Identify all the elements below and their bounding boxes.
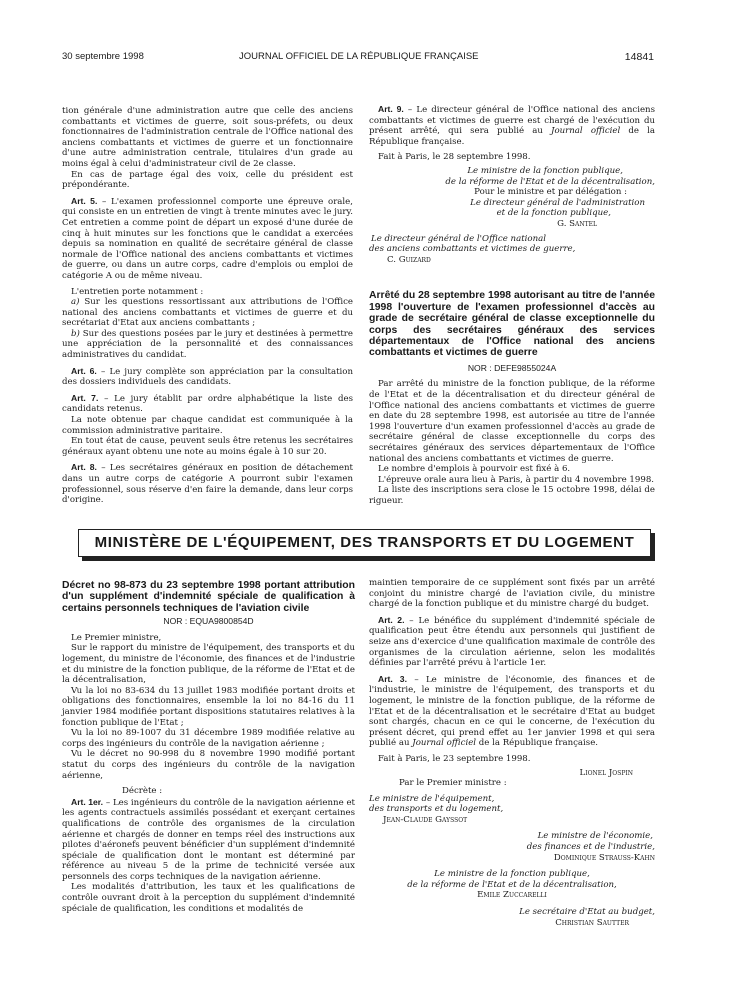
signatory-name: G. Santel <box>557 218 597 229</box>
arrete-title: Arrêté du 28 septembre 1998 autorisant au titre de l'année 1998 l'ouverture de l'examen professionnel d'accès au grade de secrétaire général de classe exceptionnelle du corps des secrétaires généraux des services départementaux de l'Office national des anciens combattants et victimes de guerre <box>369 290 656 359</box>
signatory-name: Emile Zuccarelli <box>477 890 547 901</box>
signature-line: Le ministre de l'équipement, <box>369 793 495 804</box>
article-8 <box>62 462 353 505</box>
signature-block <box>369 907 655 928</box>
article-label: Art. 3. <box>378 673 407 684</box>
article-text: de la République française. <box>476 738 599 749</box>
signature-line: Le ministre de la fonction publique, <box>434 869 590 880</box>
signature-line: et de la fonction publique, <box>496 208 611 219</box>
article-text: – Le directeur général de l'Office national des anciens combattants et victimes de guerre est chargé de l'exécution du présent arrêté, qui sera publié au <box>369 105 655 137</box>
article-label: Art. 5. <box>71 195 98 206</box>
item-label: b) <box>71 328 80 339</box>
paragraph: Vu la loi no 89-1007 du 31 décembre 1989 modifiée relative au corps des ingénieurs du contrôle de la navigation aérienne ; <box>62 728 355 749</box>
signature-line: des anciens combattants et victimes de guerre, <box>369 244 576 255</box>
signature-line: Pour le ministre et par délégation : <box>474 187 627 198</box>
journal-ref: Journal officiel <box>551 126 621 137</box>
article-7 <box>62 393 353 415</box>
signature-line: Le ministre de l'économie, <box>537 831 653 842</box>
signature-line: de la réforme de l'Etat et de la décentralisation, <box>407 879 617 890</box>
decree-title: Décret no 98-873 du 23 septembre 1998 portant attribution d'un supplément d'indemnité spéciale de qualification à certains personnels techniques de l'aviation civile <box>62 580 355 614</box>
item-label: a) <box>71 297 80 308</box>
paragraph: La liste des inscriptions sera close le 15 octobre 1998, délai de rigueur. <box>369 485 655 506</box>
nor-reference: NOR : DEFE9855024A <box>467 362 557 373</box>
fait-a-paris: Fait à Paris, le 28 septembre 1998. <box>378 152 531 163</box>
paragraph: La note obtenue par chaque candidat est communiquée à la commission administrative paritaire. <box>62 415 353 436</box>
paragraph: Vu la loi no 83-634 du 13 juillet 1983 modifiée portant droits et obligations des fonctionnaires, ensemble la loi no 84-16 du 11 janvier 1984 modifiée portant dispositions statutaires relatives à la fonction publique de l'Etat ; <box>62 685 356 728</box>
signatory-name: C. Guizard <box>387 254 431 265</box>
nor-reference: NOR : EQUA9800854D <box>163 616 254 627</box>
header-date: 30 septembre 1998 <box>62 51 144 62</box>
article-label: Art. 2. <box>378 614 405 625</box>
signature-line: Le ministre de la fonction publique, <box>467 165 623 176</box>
page-header <box>62 52 654 66</box>
right-top-column <box>369 104 655 506</box>
paragraph: Par arrêté du ministre de la fonction publique, de la réforme de l'Etat et de la décentralisation et du directeur général de l'Office national des anciens combattants et victimes de guerre en date du 28 septembre 1998, est autorisée au titre de l'année 1998 l'ouverture d'un examen professionnel d'accès au grade de secrétaire général de classe exceptionnelle du corps des secrétaires généraux des services départementaux de l'Office national des anciens combattants et victimes de guerre. <box>369 379 655 464</box>
article-6 <box>62 366 353 388</box>
signature-line: des transports et du logement, <box>369 804 504 815</box>
article-2 <box>369 615 655 669</box>
signature-block <box>369 831 655 863</box>
signatory-name: Jean-Claude Gayssot <box>383 814 468 825</box>
item-a <box>62 297 353 329</box>
article-text: – Le bénéfice du supplément d'indemnité spéciale de qualification peut être étendu aux personnels qui justifient de seize ans d'exercice d'une qualification maximale de contrôle des organismes de la circulation aérienne, selon les modalités définies par l'arrêté prévu à l'article 1er. <box>369 615 655 669</box>
article-label: Art. 9. <box>378 104 404 114</box>
signatory-name: Lionel Jospin <box>579 767 633 778</box>
article-label: Art. 8. <box>71 462 97 473</box>
paragraph: Vu le décret no 90-998 du 8 novembre 1990 modifié portant statut du corps des ingénieurs du contrôle de la navigation aérienne, <box>62 749 355 781</box>
article-text: – Le ministre de l'économie, des finances et de l'industrie, le ministre de l'équipement, des transports et du logement, le ministre de la fonction publique, de la réforme de l'Etat et de la décentralisation et le secrétaire d'Etat au budget sont chargés, chacun en ce qui le concerne, de l'exécution du présent décret, qui prend effet au 1er janvier 1998 et qui sera publié au <box>369 674 656 749</box>
signature-block <box>369 166 655 230</box>
signature-line: de la réforme de l'Etat et de la décentralisation, <box>445 176 655 187</box>
signature-line: Le secrétaire d'Etat au budget, <box>519 907 655 918</box>
signature-block <box>369 794 655 826</box>
paragraph: Le Premier ministre, <box>71 632 162 643</box>
article-9 <box>369 104 655 147</box>
item-text: Sur des questions posées par le jury et destinées à permettre une appréciation de la personnalité et des connaissances administratives du candidat. <box>62 328 353 361</box>
signature-block <box>369 234 655 266</box>
article-label: Art. 6. <box>71 365 97 376</box>
article-3 <box>369 674 655 749</box>
article-label: Art. 1er. <box>71 796 104 807</box>
signature-line: Par le Premier ministre : <box>399 778 507 789</box>
signature-line: Le directeur général de l'Office national <box>371 233 546 244</box>
paragraph: tion générale d'une administration autre que celle des anciens combattants et victimes de guerre, soit sous-préfets, ou deux fonctionnaires de l'administration centrale de l'Office national des anciens combattants et victimes de guerre et un fonctionnaire d'une autre administration centrale, titulaires d'un grade au moins égal à celui d'administrateur civil de 2e classe. <box>62 106 353 169</box>
paragraph: En cas de partage égal des voix, celle du président est prépondérante. <box>62 169 353 191</box>
article-5 <box>62 196 353 282</box>
signatory-name: Dominique Strauss-Kahn <box>553 852 655 863</box>
article-text: – Le jury établit par ordre alphabétique la liste des candidats retenus. <box>62 393 353 415</box>
paragraph: Sur le rapport du ministre de l'équipement, des transports et du logement, du ministre de l'économie, des finances et de l'industrie et du ministre de la fonction publique, de la réforme de l'Etat et de la décentralisation, <box>62 643 355 686</box>
journal-ref: Journal officiel <box>412 738 477 749</box>
left-top-column <box>62 106 353 506</box>
fait-a-paris: Fait à Paris, le 23 septembre 1998. <box>378 753 531 764</box>
item-text: Sur les questions ressortissant aux attributions de l'Office national des anciens combattants et victimes de guerre et du secrétariat d'Etat aux anciens combattants ; <box>62 297 353 329</box>
article-text: – L'examen professionnel comporte une épreuve orale, qui consiste en un entretien de vingt à trente minutes avec le jury. Cet entretien a comme point de départ un exposé d'une durée de cinq à huit minutes sur les fonctions que le candidat a exercées depuis sa nomination en qualité de secrétaire général de classe normale de l'Office national des anciens combattants et victimes de guerre, ou dans un autre corps, cadre d'emplois ou emploi de catégorie A ou de même niveau. <box>62 196 353 281</box>
paragraph: En tout état de cause, peuvent seuls être retenus les secrétaires généraux ayant obtenu une note au moins égale à 10 sur 20. <box>62 436 353 457</box>
decrete: Décrète : <box>122 786 163 797</box>
signature-line: des finances et de l'industrie, <box>526 842 655 853</box>
header-page-number: 14841 <box>624 51 654 63</box>
article-text: – Le jury complète son appréciation par la consultation des dossiers individuels des candidats. <box>62 366 353 388</box>
article-1 <box>62 797 355 883</box>
paragraph: Le nombre d'emplois à pourvoir est fixé à 6. <box>378 464 571 475</box>
article-text: – Les secrétaires généraux en position de détachement dans un autre corps de catégorie A pourront subir l'examen professionnel, sous réserve d'en faire la demande, dans leur corps d'origine. <box>62 463 353 506</box>
signatory-name: Christian Sautter <box>555 917 629 928</box>
signature-block <box>369 869 655 901</box>
paragraph: L'épreuve orale aura lieu à Paris, à partir du 4 novembre 1998. <box>378 474 655 485</box>
article-text: de la République française. <box>369 126 655 147</box>
signature-line: Le directeur général de l'administration <box>470 197 645 208</box>
paragraph: L'entretien porte notamment : <box>71 286 204 297</box>
ministry-banner: MINISTÈRE DE L'ÉQUIPEMENT, DES TRANSPORTS ET DU LOGEMENT <box>78 529 651 557</box>
paragraph: maintien temporaire de ce supplément sont fixés par un arrêté conjoint du ministre chargé de l'aviation civile, du ministre chargé de la fonction publique et du ministre chargé du budget. <box>369 578 655 610</box>
left-bottom-column <box>62 580 355 914</box>
paragraph: Les modalités d'attribution, les taux et les qualifications de contrôle ouvrant droit à la perception du supplément d'indemnité spéciale de qualification, les conditions et modalités de <box>62 882 355 914</box>
article-text: – Les ingénieurs du contrôle de la navigation aérienne et les agents contractuels assimilés possédant et exerçant certaines qualifications de contrôle des organismes de la circulation aérienne et chargés de donner en temps réel des instructions aux pilotes d'aéronefs peuvent bénéficier d'un supplément d'indemnité spéciale de qualification dont le montant est déterminé par référence au niveau 5 de la prime de technicité versée aux personnels des corps techniques de la navigation aérienne. <box>62 797 355 882</box>
header-journal-title: JOURNAL OFFICIEL DE LA RÉPUBLIQUE FRANÇAISE <box>239 51 479 62</box>
right-bottom-column <box>369 578 655 928</box>
item-b <box>62 329 353 361</box>
article-label: Art. 7. <box>71 392 99 403</box>
